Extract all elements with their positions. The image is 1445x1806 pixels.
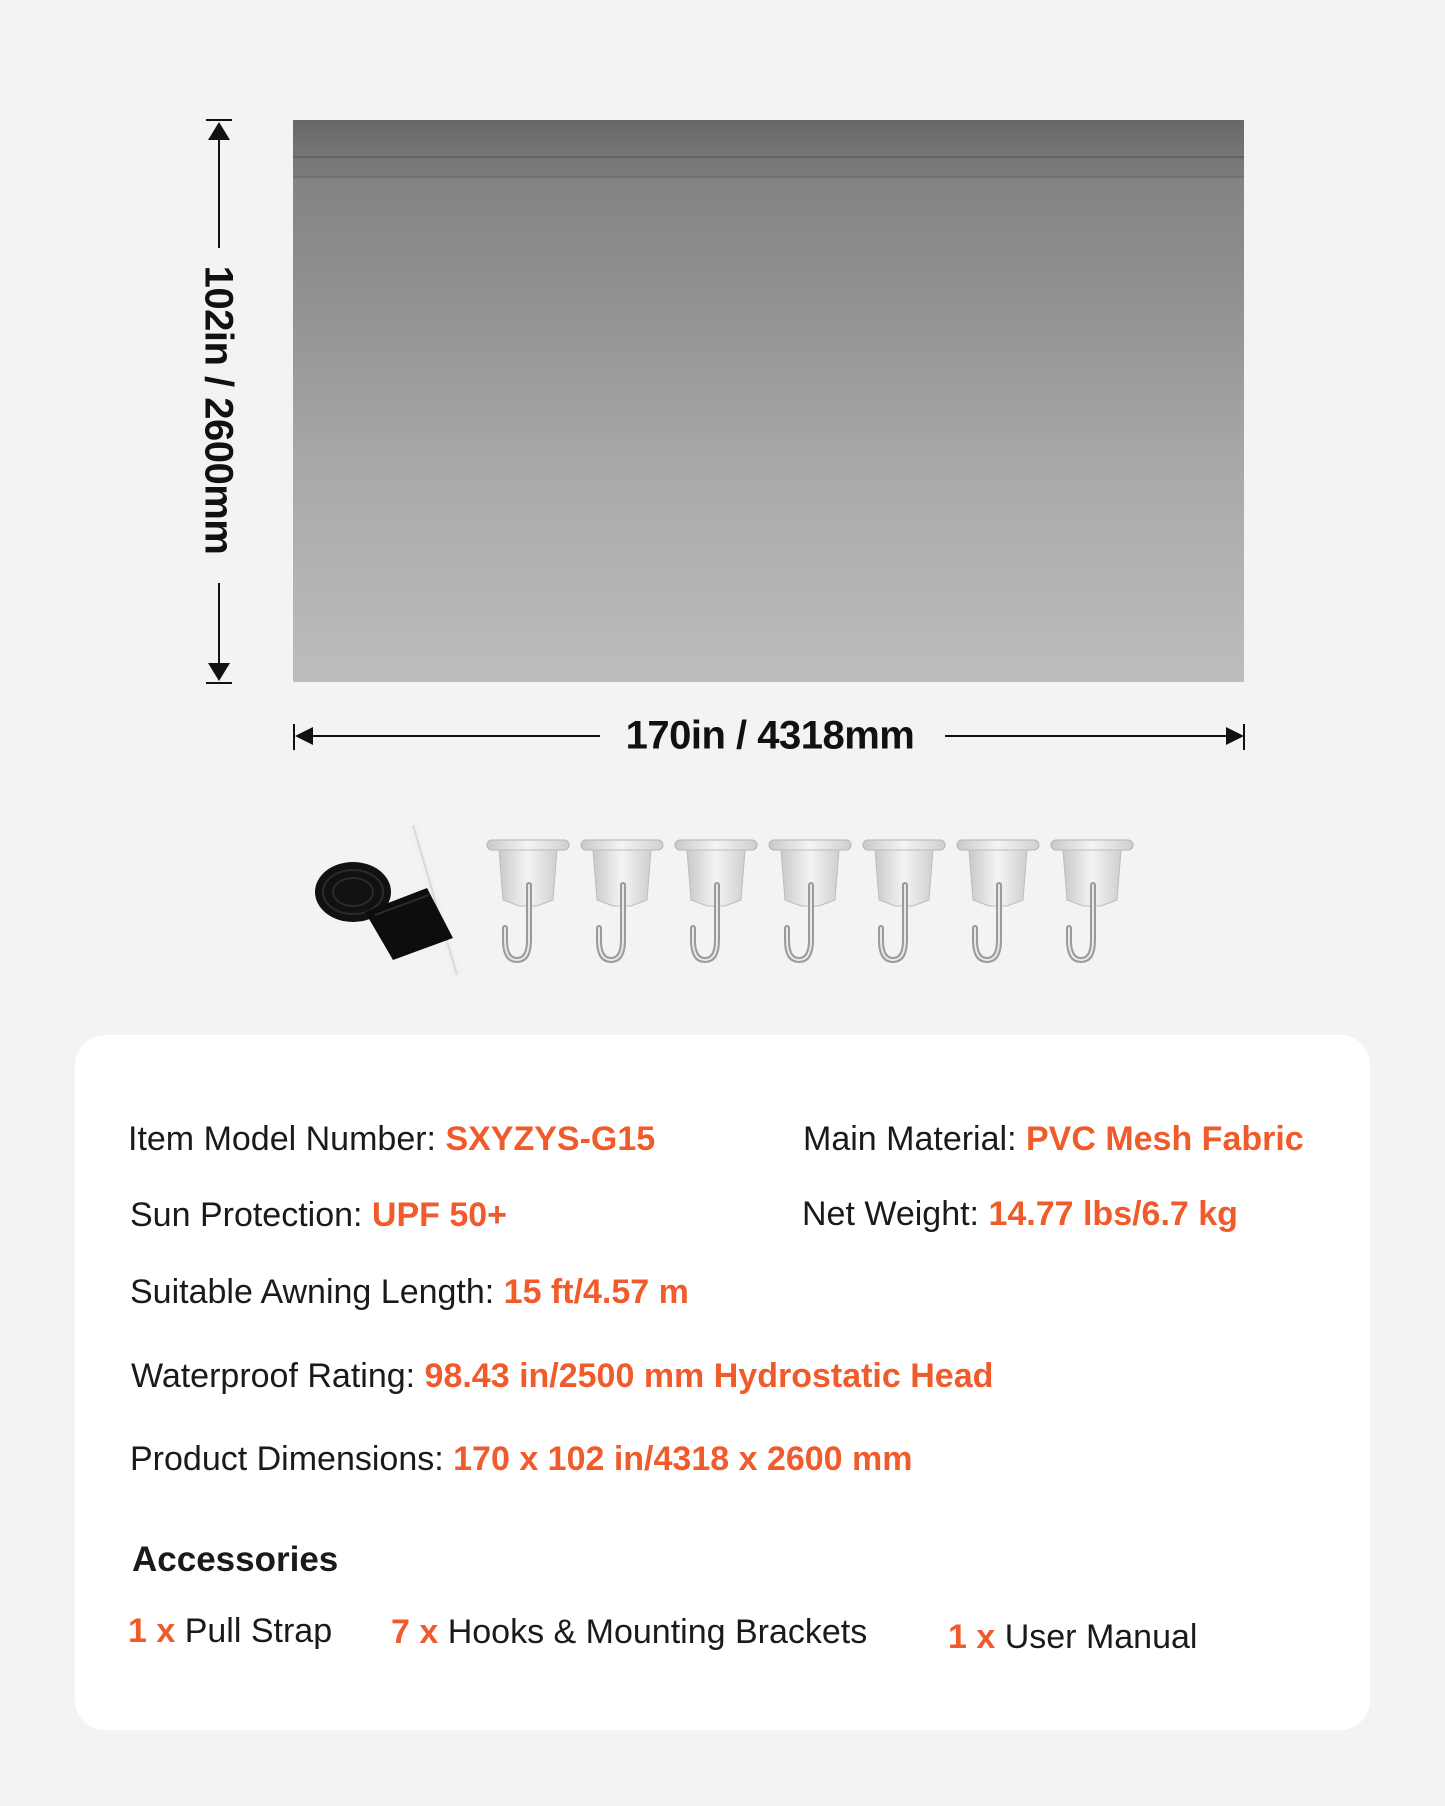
width-right-tick: [1243, 724, 1245, 750]
accessory-name: Hooks & Mounting Brackets: [438, 1613, 868, 1651]
accessory-name: Pull Strap: [175, 1612, 333, 1650]
spec-waterproof-label: Waterproof Rating:: [131, 1357, 425, 1395]
pull-strap-icon: [315, 825, 457, 975]
height-bottom-tick: [206, 682, 232, 684]
accessory-name: User Manual: [995, 1618, 1198, 1656]
height-label: 102in / 2600mm: [196, 265, 241, 555]
accessory-qty: 1 x: [948, 1618, 996, 1656]
spec-sun: [130, 1196, 507, 1235]
width-label: 170in / 4318mm: [625, 713, 915, 758]
panel-seam: [293, 176, 1244, 178]
spec-material-value: PVC Mesh Fabric: [1025, 1120, 1304, 1158]
width-line-left: [312, 735, 600, 737]
arrow-down-icon: [208, 663, 230, 681]
arrow-right-icon: [1226, 727, 1244, 745]
height-top-tick: [206, 119, 232, 121]
height-line-top: [218, 138, 220, 248]
spec-sun-value: UPF 50+: [371, 1196, 508, 1234]
spec-awning-value: 15 ft/4.57 m: [503, 1273, 689, 1311]
arrow-left-icon: [295, 727, 313, 745]
accessories-title: Accessories: [132, 1540, 339, 1579]
accessory-qty: 1 x: [128, 1612, 176, 1650]
spec-card: [75, 1035, 1370, 1730]
accessory-qty: 7 x: [391, 1613, 439, 1651]
hook-icon: [487, 840, 1133, 960]
spec-weight-value: 14.77 lbs/6.7 kg: [988, 1195, 1238, 1233]
spec-dimensions: [130, 1440, 913, 1479]
spec-model: [128, 1120, 655, 1159]
spec-weight: [802, 1195, 1238, 1234]
spec-weight-label: Net Weight:: [802, 1195, 989, 1233]
spec-dimensions-value: 170 x 102 in/4318 x 2600 mm: [453, 1440, 913, 1478]
panel-top-band: [293, 120, 1244, 176]
panel-seam: [293, 156, 1244, 158]
spec-material-label: Main Material:: [803, 1120, 1026, 1158]
accessories-image: [305, 820, 1145, 1000]
accessory-item: [128, 1612, 332, 1651]
height-line-bottom: [218, 583, 220, 663]
spec-model-value: SXYZYS-G15: [445, 1120, 656, 1158]
width-line-right: [945, 735, 1227, 737]
spec-awning-label: Suitable Awning Length:: [130, 1273, 504, 1311]
spec-model-label: Item Model Number:: [128, 1120, 446, 1158]
spec-dimensions-label: Product Dimensions:: [130, 1440, 454, 1478]
shade-panel-image: [293, 120, 1244, 682]
spec-waterproof: [131, 1357, 993, 1396]
spec-material: [803, 1120, 1304, 1159]
accessory-item: [948, 1618, 1197, 1657]
spec-sun-label: Sun Protection:: [130, 1196, 372, 1234]
accessory-item: [391, 1613, 867, 1652]
spec-waterproof-value: 98.43 in/2500 mm Hydrostatic Head: [424, 1357, 994, 1395]
spec-awning: [130, 1273, 689, 1312]
